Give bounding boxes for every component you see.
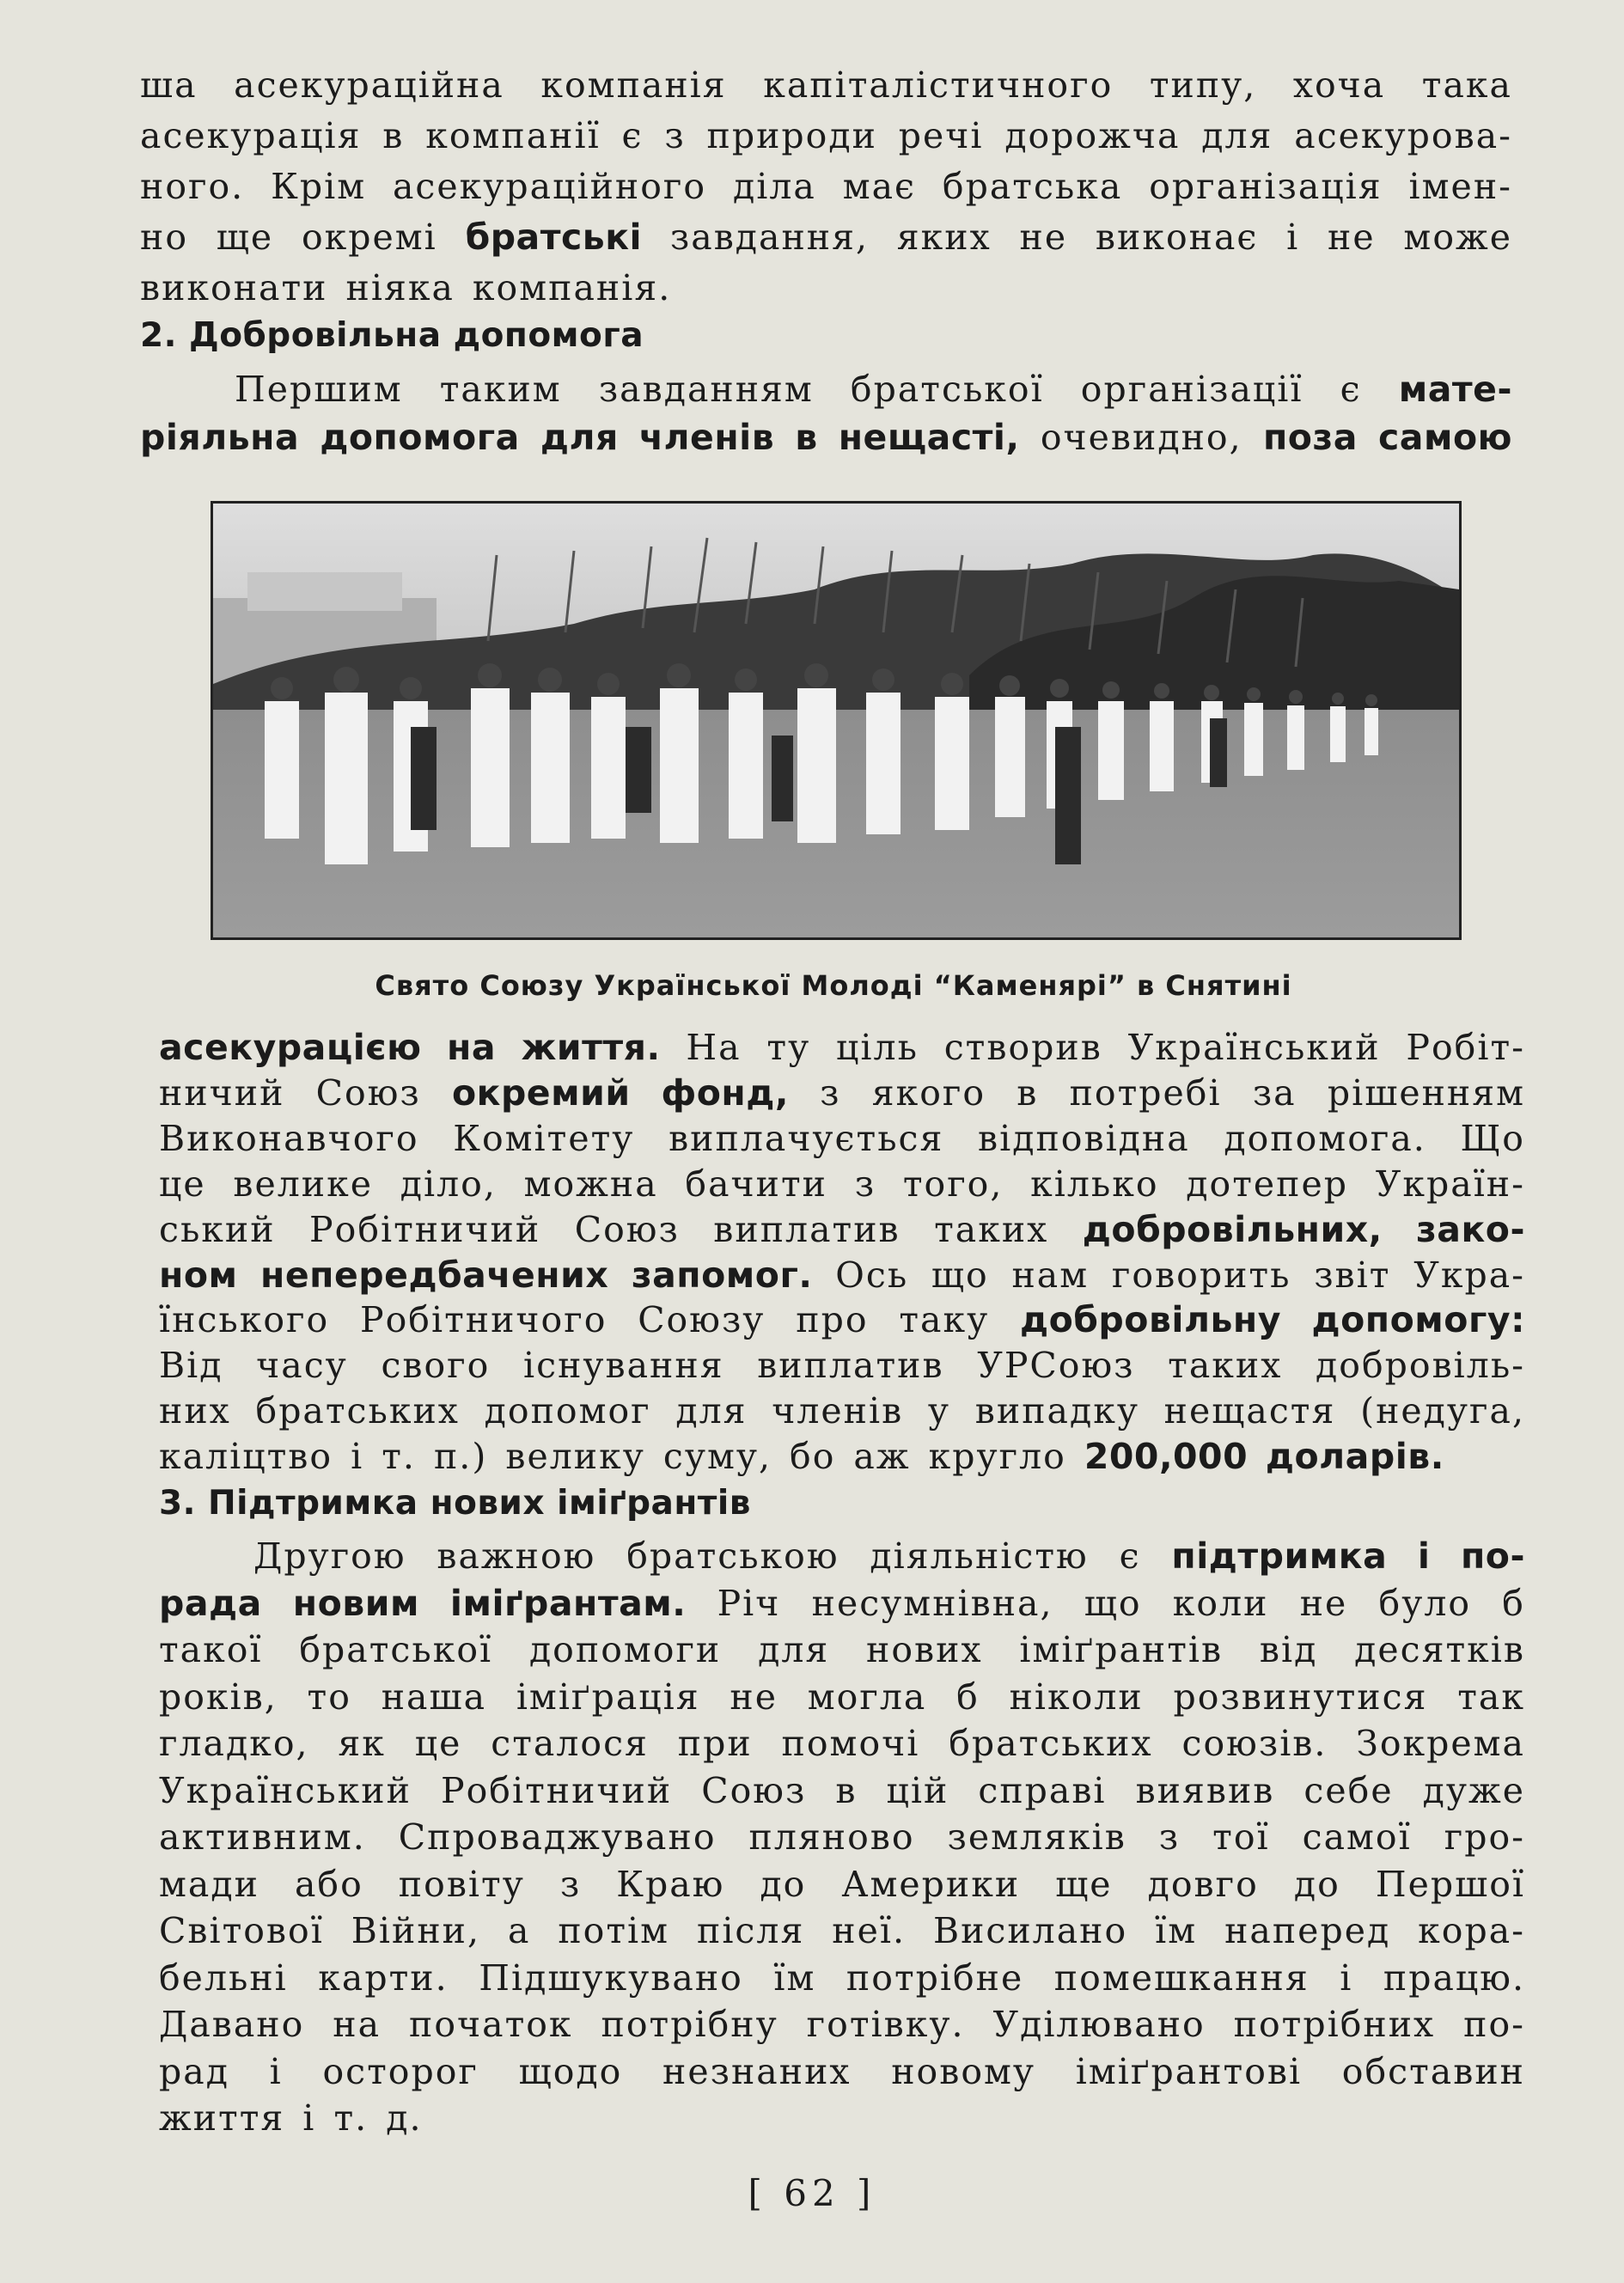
bold-text: добровільних, зако- (1082, 1208, 1525, 1250)
bold-text: підтримка і по- (1171, 1535, 1525, 1577)
text-run: виконати ніяка компанія. (140, 267, 672, 308)
text-run: Виконавчого Комітету виплачується відповідна допомога. Що (159, 1117, 1525, 1159)
text-line (159, 1025, 1525, 1071)
text-run: років, то наша іміґрація не могла б ніколи розвинутися так (159, 1676, 1525, 1718)
text-line (159, 1162, 1525, 1207)
text-line (140, 413, 1512, 461)
text-line (159, 1861, 1525, 1908)
text-run: ничий Союз (159, 1071, 452, 1114)
text-run: з якого в потребі за рішенням (788, 1071, 1525, 1114)
text-line (159, 1580, 1525, 1627)
text-run: ного. Крім асекураційного діла має братська організація імен- (140, 166, 1512, 207)
text-run: Світової Війни, а потім після неї. Висилано їм наперед кора- (159, 1910, 1525, 1951)
bold-text: асекурацією на життя. (159, 1027, 661, 1068)
text-line (159, 1955, 1525, 2002)
text-line (140, 60, 1512, 111)
text-run: їнського Робітничого Союзу про таку (159, 1299, 1021, 1341)
section-heading-voluntary-aid: 2. Добровільна допомога (140, 316, 644, 355)
paragraph-immigrant-support (159, 1533, 1525, 2142)
text-run: ша асекураційна компанія капіталістичного типу, хоча така (140, 64, 1512, 106)
paragraph-voluntary-aid-continued (159, 1025, 1525, 1480)
text-run: Український Робітничий Союз в цій справі виявив себе дуже (159, 1769, 1525, 1811)
text-line (159, 2048, 1525, 2096)
text-line (159, 1434, 1525, 1480)
text-line (159, 1720, 1525, 1767)
page-number: [ 62 ] (748, 2172, 876, 2214)
bold-text: окремий фонд, (451, 1071, 789, 1114)
text-line (140, 111, 1512, 162)
text-run: рад і осторог щодо незнаних новому іміґрантові обставин (159, 2050, 1525, 2092)
text-run: ський Робітничий Союз виплатив таких (159, 1208, 1083, 1250)
text-line (140, 212, 1512, 263)
text-line (159, 1814, 1525, 1861)
text-run: гладко, як це сталося при помочі братських союзів. Зокрема (159, 1723, 1525, 1764)
text-run: очевидно, (1019, 417, 1263, 458)
text-line (159, 2001, 1525, 2048)
text-line (159, 1674, 1525, 1721)
text-run: завдання, яких не виконає і не може (642, 217, 1512, 258)
bold-text: ном непередбачених запомог. (159, 1254, 813, 1296)
text-run: Ось що нам говорить звіт Укра- (812, 1254, 1525, 1296)
text-run: це велике діло, можна бачити з того, кілько дотепер Україн- (159, 1163, 1525, 1205)
bold-text: мате- (1398, 369, 1512, 410)
paragraph-voluntary-aid-start (140, 365, 1512, 461)
event-photo-image (213, 504, 1459, 937)
text-line (159, 1908, 1525, 1955)
text-run: мади або повіту з Краю до Америки ще довго до Першої (159, 1863, 1525, 1905)
text-line (159, 1343, 1525, 1389)
text-run: Давано на початок потрібну готівку. Уділювано потрібних по- (159, 2004, 1525, 2045)
text-run: но ще окремі (140, 217, 466, 258)
bold-text: ріяльна допомога для членів в нещасті, (140, 417, 1020, 458)
text-line (159, 2095, 1525, 2142)
bold-text: 200,000 доларів. (1084, 1436, 1444, 1478)
text-run: Другою важною братською діяльністю є (253, 1535, 1172, 1577)
text-line (159, 1627, 1525, 1674)
event-photo (211, 501, 1462, 940)
text-line (140, 263, 1512, 314)
bold-text: рада новим іміґрантам. (159, 1582, 687, 1624)
text-run: Річ несумнівна, що коли не було б (686, 1582, 1525, 1624)
text-run: бельні карти. Підшукувано їм потрібне помешкання і працю. (159, 1956, 1525, 1999)
text-line (159, 1207, 1525, 1253)
text-line (159, 1071, 1525, 1116)
text-line (159, 1253, 1525, 1298)
bold-text: поза самою (1262, 417, 1512, 458)
bold-text: добровільну допомогу: (1020, 1299, 1525, 1341)
paragraph-intro (140, 60, 1512, 314)
text-run: життя і т. д. (159, 2097, 423, 2139)
photo-caption: Свято Союзу Української Молоді “Каменярі” в Снятині (375, 969, 1292, 1002)
text-line (140, 162, 1512, 212)
text-line (159, 1297, 1525, 1343)
text-run: каліцтво і т. п.) велику суму, бо аж кругло (159, 1436, 1084, 1478)
text-line (159, 1116, 1525, 1162)
text-run: активним. Спроваджувано пляново земляків з тої самої гро- (159, 1816, 1525, 1858)
text-line (159, 1533, 1525, 1580)
text-run: такої братської допомоги для нових іміґрантів від десятків (159, 1629, 1525, 1670)
text-line (140, 365, 1512, 413)
text-run: Першим таким завданням братської організації є (235, 369, 1399, 410)
text-run: асекурація в компанії є з природи речі дорожча для асекурова- (140, 115, 1512, 156)
section-heading-immigrant-support: 3. Підтримка нових іміґрантів (159, 1484, 751, 1523)
text-line (159, 1389, 1525, 1434)
text-run: Від часу свого існування виплатив УРСоюз таких добровіль- (159, 1345, 1525, 1387)
text-line (159, 1767, 1525, 1815)
text-run: На ту ціль створив Український Робіт- (660, 1027, 1525, 1068)
bold-text: братські (465, 217, 643, 258)
text-run: них братських допомог для членів у випадку нещастя (недуга, (159, 1390, 1525, 1432)
